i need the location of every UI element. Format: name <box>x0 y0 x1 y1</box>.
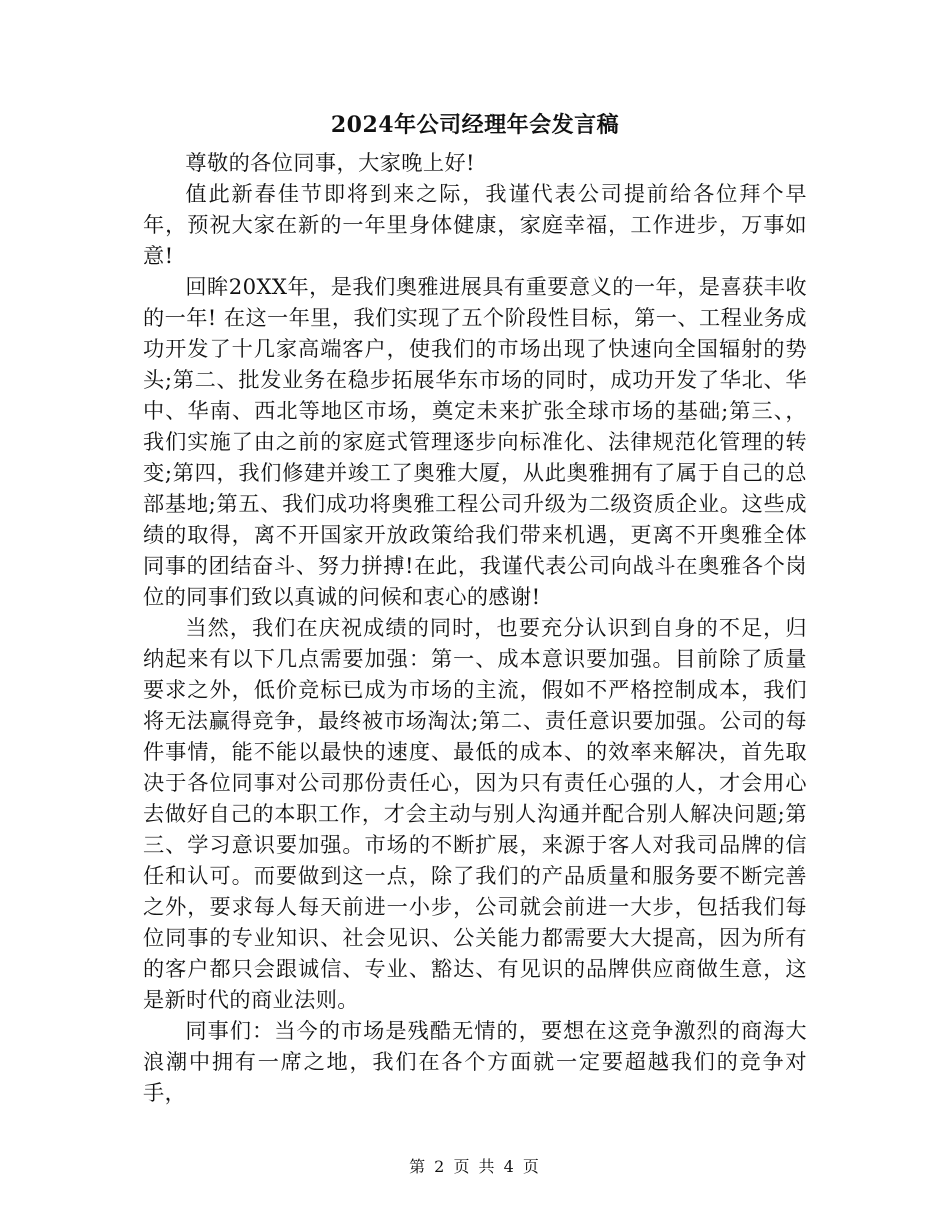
paragraph-year-review: 回眸20XX年，是我们奥雅进展具有重要意义的一年，是喜获丰收的一年! 在这一年里，我们实现了五个阶段性目标，第一、工程业务成功开发了十几家高端客户，使我们的市场出现了快速向全国辐射的势头;第二、批发业务在稳步拓展华东市场的同时，成功开发了华北、华中、华南、西北等地区市场，奠定未来扩张全球市场的基础;第三、，我们实施了由之前的家庭式管理逐步向标准化、法律规范化管理的转变;第四，我们修建并竣工了奥雅大厦，从此奥雅拥有了属于自己的总部基地;第五、我们成功将奥雅工程公司升级为二级资质企业。这些成绩的取得，离不开国家开放政策给我们带来机遇，更离不开奥雅全体同事的团结奋斗、努力拼搏!在此，我谨代表公司向战斗在奥雅各个岗位的同事们致以真诚的问候和衷心的感谢! <box>143 274 807 609</box>
document-title: 2024年公司经理年会发言稿 <box>330 112 620 138</box>
paragraph-greeting: 尊敬的各位同事，大家晚上好! <box>185 150 475 175</box>
paragraph-market-competition: 同事们：当今的市场是残酷无情的，要想在这竞争激烈的商海大浪潮中拥有一席之地，我们在各个方面就一定要超越我们的竞争对手， <box>143 1018 807 1105</box>
page-number-footer: 第 2 页 共 4 页 <box>409 1157 541 1176</box>
paragraph-new-year-wishes: 值此新春佳节即将到来之际，我谨代表公司提前给各位拜个早年，预祝大家在新的一年里身体健康，家庭幸福，工作进步，万事如意! <box>143 181 807 268</box>
document-body <box>143 147 807 1108</box>
paragraph-shortcomings: 当然，我们在庆祝成绩的同时，也要充分认识到自身的不足，归纳起来有以下几点需要加强：第一、成本意识要加强。目前除了质量要求之外，低价竞标已成为市场的主流，假如不严格控制成本，我们将无法赢得竞争，最终被市场淘汰;第二、责任意识要加强。公司的每件事情，能不能以最快的速度、最低的成本、的效率来解决，首先取决于各位同事对公司那份责任心，因为只有责任心强的人，才会用心去做好自己的本职工作，才会主动与别人沟通并配合别人解决问题;第三、学习意识要加强。市场的不断扩展，来源于客人对我司品牌的信任和认可。而要做到这一点，除了我们的产品质量和服务要不断完善之外，要求每人每天前进一小步，公司就会前进一大步，包括我们每位同事的专业知识、社会见识、公关能力都需要大大提高，因为所有的客户都只会跟诚信、专业、豁达、有见识的品牌供应商做生意，这是新时代的商业法则。 <box>143 615 807 1012</box>
